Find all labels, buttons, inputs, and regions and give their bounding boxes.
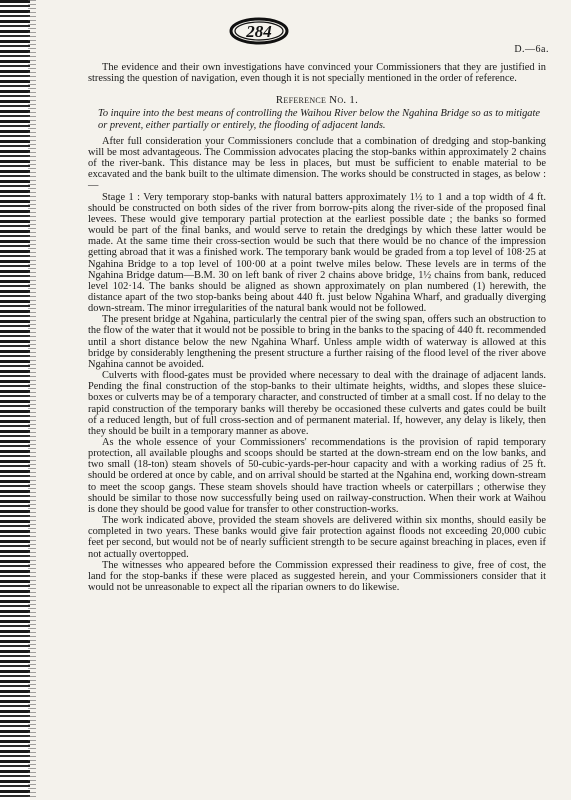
stamp-number: 284 — [246, 22, 272, 41]
paragraph-steam-shovels: As the whole essence of your Commissioners' recommendations is the provision of rapid temporary protection, all available ploughs and scoops should be started at the down-stream end on the low banks, and two small (18-ton) steam shovels of 50-cubic-yards-per-hour capacity and with a working radius of 25 ft. should be ordered at once by cable, and on arrival should be started at the Ngahina end, working down-stream to meet the scoop gangs. These steam shovels should have traction wheels or caterpillars ; otherwise they should be similar to those now successfully being used on railway-construction. When their work at Waihou is done they should be good value for transfer to other construction-works. — [88, 437, 546, 515]
paragraph-culverts: Culverts with flood-gates must be provided where necessary to deal with the drainage of adjacent lands. Pending the final construction of the stop-banks to their ultimate heights, widths, and slopes these sluice-boxes or culverts may be of a temporary character, and constructed of timber at a small cost. If no delay to the rapid construction of the temporary banks will thereby be occasioned these culverts and gates could be built of a reduced length, but of full cross-section and of permanent material. If, however, any delay is likely, then they should be built in a temporary manner as above. — [88, 370, 546, 437]
stamp-oval-icon — [227, 16, 291, 46]
paragraph-bridge: The present bridge at Ngahina, particularly the central pier of the swing span, offers such an obstruction to the flow of the water that it would not be possible to bring in the banks to the spacing of 440 ft. recommended until a short distance below the new Ngahina Wharf. Unless ample width of waterway is allowed at this bridge by considerably lengthening the present structure a further raising of the flood level of the river above Ngahina cannot be avoided. — [88, 314, 546, 370]
reference-subject: To inquire into the best means of controlling the Waihou River below the Ngahina Bridge so as to mitigate or prevent, either partially or entirely, the flooding of adjacent lands. — [98, 108, 540, 131]
paragraph-stage-1: Stage 1 : Very temporary stop-banks with natural batters approximately 1½ to 1 and a top width of 4 ft. should be constructed on both sides of the river from borrow-pits along the river-side of the proposed final levees. These would give temporary partial protection at the earliest possible date ; the banks so formed would be part of the final banks, and would serve to retain the dredgings by which these latter would be made. At the same time their cross-section would be such that there would be no chance of the impression getting abroad that it was a finished work. The temporary bank would be graded from a top level of 108·25 at Ngahina Bridge to a top level of 100·00 at a point twelve miles below. These levels are in terms of the Ngahina Bridge datum—B.M. 30 on left bank of river 2 chains above bridge, 1½ chains from bank, reduced level 102·14. The banks should be aligned as shown approximately on plan numbered (1) herewith, the distance apart of the two stop-banks being about 440 ft. just below Ngahina Wharf, and gradually diverging down-stream. The minor irregularities of the natural bank would not be followed. — [88, 191, 546, 315]
paragraph-witnesses: The witnesses who appeared before the Commission expressed their readiness to give, free of cost, the land for the stop-banks if these were placed as suggested herein, and your Commissioners consider that it would not be unreasonable to expect all the riparian owners to do likewise. — [88, 559, 546, 594]
document-body — [88, 62, 546, 593]
paragraph-conclusion: After full consideration your Commissioners conclude that a combination of dredging and stop-banking will be most advantageous. The Commission advocates placing the stop-banks within approximately 2 chains of the river-bank. This distance may be less in places, but must be sufficient to enable material to be excavated and the bank built to the ultimate dimension. The works should be constructed in stages, as below :— — [88, 135, 546, 192]
page-number-stamp — [227, 16, 291, 46]
document-code: D.—6a. — [514, 44, 549, 55]
intro-paragraph: The evidence and their own investigations have convinced your Commissioners that they are justified in stressing the question of navigation, even though it is not specially mentioned in the order of reference. — [88, 62, 546, 85]
page-binding-edge — [0, 0, 30, 800]
reference-heading: Reference No. 1. — [275, 94, 359, 107]
paragraph-work-duration: The work indicated above, provided the steam shovels are delivered within six months, should easily be completed in two years. These banks would give fair protection against floods not exceeding 20,000 cubic feet per second, but would not be of nearly sufficient strength to be secure against breaching in places, even if not actually overtopped. — [88, 515, 546, 560]
